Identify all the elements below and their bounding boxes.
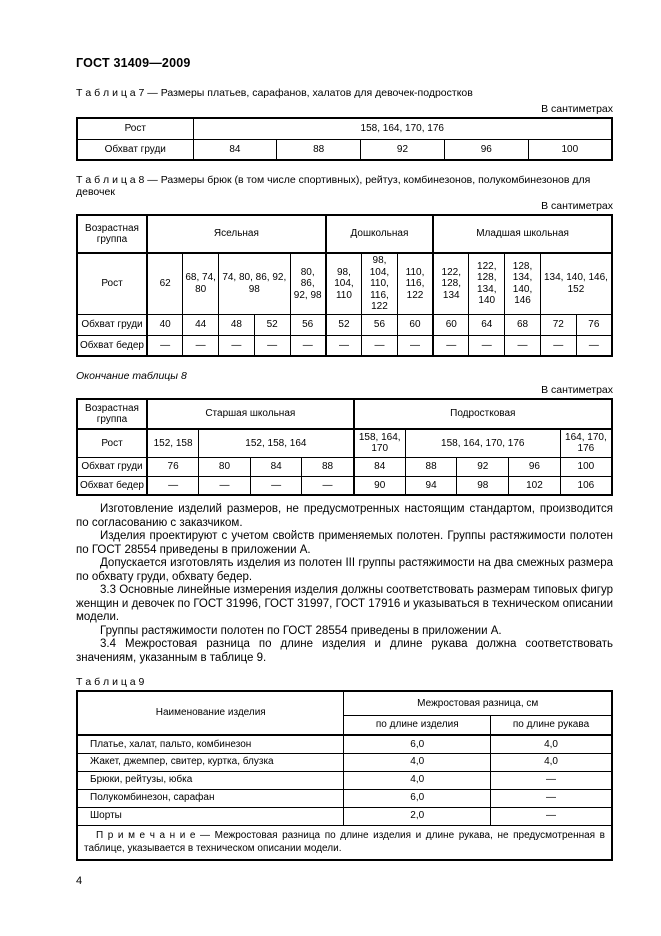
table8-caption: Т а б л и ц а 8 — Размеры брюк (в том числе спортивных), рейтуз, комбинезонов, полукомбинезонов для девочек <box>76 174 591 198</box>
rost-cell: 152, 158 <box>147 429 199 457</box>
sleeve-diff-cell: — <box>491 807 612 825</box>
hips-cell: — <box>302 476 354 495</box>
group-header-cell: Младшая школьная <box>433 215 612 253</box>
units-label: В сантиметрах <box>541 384 613 396</box>
chest-cell: 96 <box>509 457 561 476</box>
table-row <box>77 399 612 429</box>
chest-cell: 64 <box>469 314 505 335</box>
table9-caption: Т а б л и ц а 9 <box>76 676 145 688</box>
table-row <box>77 253 612 314</box>
chest-cell: 60 <box>433 314 469 335</box>
hips-cell: — <box>147 335 183 356</box>
chest-cell: 52 <box>326 314 362 335</box>
rost-cell: 98, 104, 110 <box>326 253 362 314</box>
paragraph: Допускается изготовлять изделия из полотен III группы растяжимости на два смежных размера по обхвату груди, обхвату бедер. <box>76 557 613 583</box>
chest-cell: 76 <box>576 314 612 335</box>
chest-cell: 88 <box>405 457 457 476</box>
length-diff-cell: 4,0 <box>344 771 491 789</box>
chest-cell: 44 <box>183 314 219 335</box>
table-row <box>77 789 612 807</box>
table-row <box>77 139 612 160</box>
table-row <box>77 771 612 789</box>
rost-cell: 74, 80, 86, 92, 98 <box>219 253 291 314</box>
rost-cell: 158, 164, 170 <box>354 429 406 457</box>
table-9 <box>76 690 613 861</box>
chest-cell: 84 <box>250 457 302 476</box>
table-row <box>77 807 612 825</box>
group-header-cell: Подростковая <box>354 399 612 429</box>
table-row <box>77 691 612 715</box>
paragraph: Изделия проектируют с учетом свойств применяемых полотен. Группы растяжимости полотен по ГОСТ 28554 приведены в приложении А. <box>76 530 613 556</box>
table-row <box>77 457 612 476</box>
length-diff-cell: 4,0 <box>344 753 491 771</box>
table-row <box>77 735 612 753</box>
hips-cell: 90 <box>354 476 406 495</box>
table-row <box>77 825 612 860</box>
rost-cell: 122, 128, 134, 140 <box>469 253 505 314</box>
item-name-cell: Платье, халат, пальто, комбинезон <box>77 735 344 753</box>
table-row <box>77 215 612 253</box>
hips-cell: 106 <box>560 476 612 495</box>
paragraph: Изготовление изделий размеров, не предусмотренных настоящим стандартом, производится по согласованию с заказчиком. <box>76 503 613 529</box>
chest-cell: 92 <box>361 139 445 160</box>
chest-cell: 100 <box>560 457 612 476</box>
units-label: В сантиметрах <box>541 103 613 115</box>
chest-label-cell: Обхват груди <box>77 139 193 160</box>
length-diff-cell: 6,0 <box>344 735 491 753</box>
units-label: В сантиметрах <box>541 200 613 212</box>
chest-cell: 92 <box>457 457 509 476</box>
hips-cell: — <box>219 335 255 356</box>
chest-cell: 72 <box>540 314 576 335</box>
rost-value-cell: 158, 164, 170, 176 <box>193 118 612 139</box>
hips-cell: — <box>147 476 199 495</box>
paragraph: 3.3 Основные линейные измерения изделия должны соответствовать размерам типовых фигур женщин и девочек по ГОСТ 31996, ГОСТ 31997, ГОСТ 17916 и указываться в техническом описании модели. <box>76 584 613 623</box>
hips-cell: — <box>183 335 219 356</box>
chest-cell: 56 <box>362 314 398 335</box>
rost-cell: 98, 104, 110, 116, 122 <box>362 253 398 314</box>
hips-label-cell: Обхват бедер <box>77 335 147 356</box>
table-row <box>77 429 612 457</box>
table-row <box>77 335 612 356</box>
hips-cell: — <box>469 335 505 356</box>
item-name-cell: Полукомбинезон, сарафан <box>77 789 344 807</box>
page-number: 4 <box>76 874 83 887</box>
hips-label-cell: Обхват бедер <box>77 476 147 495</box>
rost-cell: 152, 158, 164 <box>199 429 354 457</box>
group-header-cell: Старшая школьная <box>147 399 354 429</box>
hips-cell: 94 <box>405 476 457 495</box>
paragraph: 3.4 Межростовая разница по длине изделия и длине рукава должна соответствовать значениям, указанным в таблице 9. <box>76 638 613 664</box>
hips-cell: — <box>397 335 433 356</box>
table-row <box>77 314 612 335</box>
rost-label-cell: Рост <box>77 429 147 457</box>
chest-cell: 60 <box>397 314 433 335</box>
rost-label-cell: Рост <box>77 118 193 139</box>
page-content <box>76 0 613 887</box>
rost-cell: 134, 140, 146, 152 <box>540 253 612 314</box>
chest-cell: 76 <box>147 457 199 476</box>
chest-cell: 96 <box>444 139 528 160</box>
subheader-cell: по длине рукава <box>491 715 612 735</box>
hips-cell: — <box>505 335 541 356</box>
rost-cell: 158, 164, 170, 176 <box>405 429 560 457</box>
rost-cell: 110, 116, 122 <box>397 253 433 314</box>
age-group-header-cell: Возрастная группа <box>77 399 147 429</box>
group-header-cell: Дошкольная <box>326 215 433 253</box>
length-diff-cell: 6,0 <box>344 789 491 807</box>
hips-cell: — <box>433 335 469 356</box>
hips-cell: — <box>250 476 302 495</box>
hips-cell: — <box>576 335 612 356</box>
chest-cell: 80 <box>199 457 251 476</box>
diff-header-cell: Межростовая разница, см <box>344 691 612 715</box>
hips-cell: 102 <box>509 476 561 495</box>
hips-cell: — <box>362 335 398 356</box>
hips-cell: — <box>254 335 290 356</box>
table8-continuation-caption: Окончание таблицы 8 <box>76 370 187 382</box>
table-8-part2 <box>76 398 613 496</box>
sleeve-diff-cell: — <box>491 771 612 789</box>
hips-cell: — <box>199 476 251 495</box>
table7-caption: Т а б л и ц а 7 — Размеры платьев, сарафанов, халатов для девочек-подростков <box>76 87 473 99</box>
item-name-cell: Шорты <box>77 807 344 825</box>
table-row <box>77 753 612 771</box>
paragraph: Группы растяжимости полотен по ГОСТ 28554 приведены в приложении А. <box>100 624 502 637</box>
group-header-cell: Ясельная <box>147 215 326 253</box>
rost-cell: 128, 134, 140, 146 <box>505 253 541 314</box>
sleeve-diff-cell: 4,0 <box>491 735 612 753</box>
standard-number-header: ГОСТ 31409—2009 <box>76 56 191 70</box>
chest-cell: 48 <box>219 314 255 335</box>
chest-cell: 56 <box>290 314 326 335</box>
rost-cell: 62 <box>147 253 183 314</box>
length-diff-cell: 2,0 <box>344 807 491 825</box>
sleeve-diff-cell: 4,0 <box>491 753 612 771</box>
body-text <box>76 503 613 665</box>
chest-cell: 88 <box>277 139 361 160</box>
chest-cell: 52 <box>254 314 290 335</box>
rost-cell: 122, 128, 134 <box>433 253 469 314</box>
hips-cell: 98 <box>457 476 509 495</box>
table-row <box>77 118 612 139</box>
hips-cell: — <box>540 335 576 356</box>
sleeve-diff-cell: — <box>491 789 612 807</box>
chest-cell: 88 <box>302 457 354 476</box>
table-row <box>77 476 612 495</box>
chest-cell: 100 <box>528 139 612 160</box>
name-header-cell: Наименование изделия <box>77 691 344 735</box>
chest-label-cell: Обхват груди <box>77 314 147 335</box>
chest-cell: 40 <box>147 314 183 335</box>
table-7 <box>76 117 613 161</box>
table-8-part1 <box>76 214 613 357</box>
age-group-header-cell: Возрастная группа <box>77 215 147 253</box>
item-name-cell: Жакет, джемпер, свитер, куртка, блузка <box>77 753 344 771</box>
item-name-cell: Брюки, рейтузы, юбка <box>77 771 344 789</box>
chest-cell: 68 <box>505 314 541 335</box>
hips-cell: — <box>290 335 326 356</box>
hips-cell: — <box>326 335 362 356</box>
rost-cell: 80, 86, 92, 98 <box>290 253 326 314</box>
table-note-cell: П р и м е ч а н и е — Межростовая разница по длине изделия и длине рукава, не предусмотренная в таблице, указывается в техническом описании модели. <box>77 825 612 860</box>
chest-label-cell: Обхват груди <box>77 457 147 476</box>
chest-cell: 84 <box>354 457 406 476</box>
rost-cell: 68, 74, 80 <box>183 253 219 314</box>
subheader-cell: по длине изделия <box>344 715 491 735</box>
rost-label-cell: Рост <box>77 253 147 314</box>
chest-cell: 84 <box>193 139 277 160</box>
rost-cell: 164, 170, 176 <box>560 429 612 457</box>
